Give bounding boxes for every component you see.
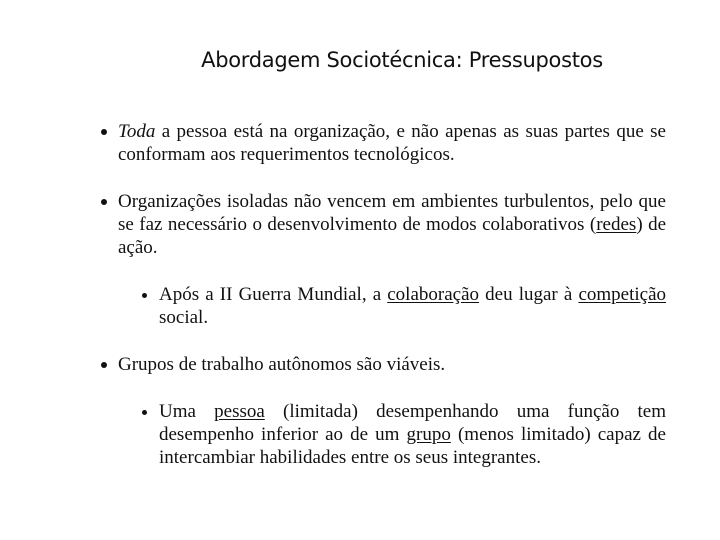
bullet-text: Grupos de trabalho autônomos são viáveis. xyxy=(118,354,446,375)
underlined-term: competição xyxy=(578,284,667,305)
underlined-term: pessoa xyxy=(214,401,265,422)
bullet-text: (limitada) desempenhando uma função tem desempenho inferior ao de um xyxy=(159,401,667,445)
bullet-dot-icon xyxy=(101,129,107,135)
bullet-list xyxy=(100,120,666,493)
bullet-emphasis: Toda xyxy=(118,121,156,142)
bullet-text: deu lugar à xyxy=(479,284,579,305)
bullet-dot-icon xyxy=(101,362,107,368)
bullet-text: social. xyxy=(159,307,209,328)
bullet-item xyxy=(100,353,666,376)
bullet-text: Organizações isoladas não vencem em ambientes turbulentos, pelo que se faz necessário o desenvolvimento de modos colaborativos ( xyxy=(118,191,666,235)
bullet-text: ) de ação. xyxy=(118,214,667,258)
slide-title: Abordagem Sociotécnica: Pressupostos xyxy=(201,48,603,72)
bullet-text: Após a II Guerra Mundial, a xyxy=(159,284,388,305)
bullet-text: Uma xyxy=(159,401,215,422)
bullet-item xyxy=(100,120,666,166)
underlined-term: redes xyxy=(596,214,637,235)
bullet-dot-icon xyxy=(101,199,107,205)
underlined-term: colaboração xyxy=(387,284,480,305)
bullet-item xyxy=(100,190,666,259)
bullet-dot-icon xyxy=(142,410,147,415)
bullet-dot-icon xyxy=(142,293,147,298)
sub-bullet-item xyxy=(141,400,666,469)
underlined-term: grupo xyxy=(406,424,451,445)
sub-bullet-item xyxy=(141,283,666,329)
bullet-text: a pessoa está na organização, e não apenas as suas partes que se conformam aos requerimentos tecnológicos. xyxy=(118,121,666,165)
bullet-text: (menos limitado) capaz de intercambiar habilidades entre os seus integrantes. xyxy=(159,424,666,468)
